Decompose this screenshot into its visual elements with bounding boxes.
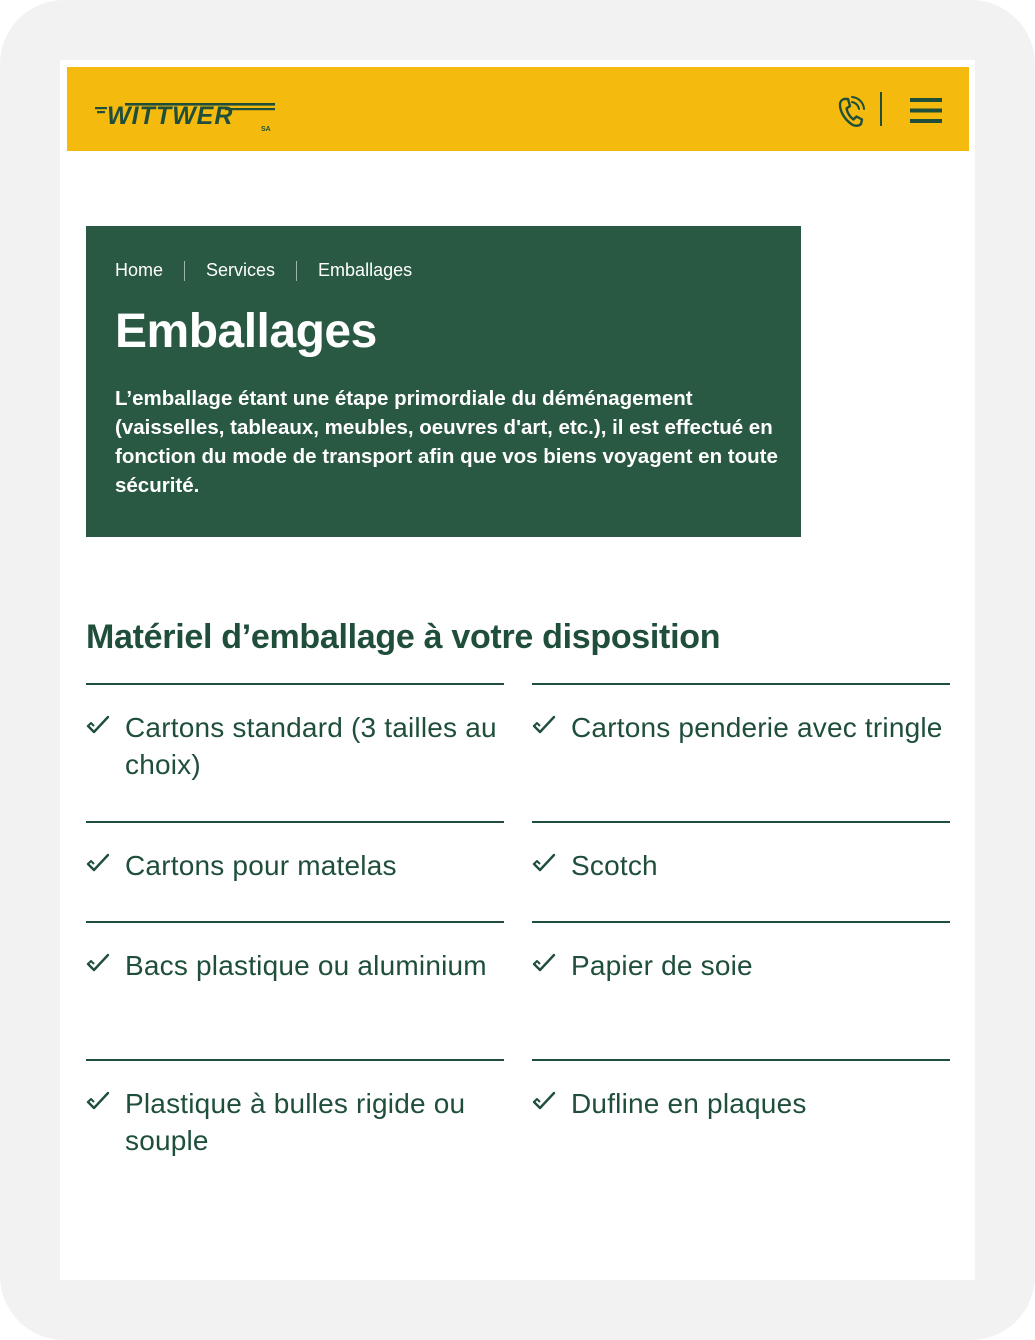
materials-heading: Matériel d’emballage à votre disposition — [86, 618, 721, 656]
checkmark-icon — [86, 851, 110, 875]
phone-button[interactable] — [835, 95, 865, 129]
page-intro: L’emballage étant une étape primordiale du déménagement (vaisselles, tableaux, meubles, oeuvres d'art, etc.), il est effectué en fonction du mode de transport afin que vos biens voyagent en toute sécurité. — [115, 387, 778, 497]
phone-icon — [835, 95, 865, 129]
list-item — [532, 683, 950, 821]
list-item-label: Cartons pour matelas — [125, 850, 397, 881]
screen — [60, 60, 975, 1280]
logo-wordmark: WITTWER — [107, 102, 234, 130]
hamburger-menu-icon — [910, 97, 942, 125]
checkmark-icon — [532, 713, 556, 737]
list-item — [86, 921, 504, 1059]
list-item-label: Plastique à bulles rigide ou souple — [125, 1088, 466, 1156]
list-item — [86, 821, 504, 921]
list-item — [86, 1059, 504, 1197]
hero-banner — [86, 226, 801, 537]
list-item-label: Cartons penderie avec tringle — [571, 712, 943, 743]
breadcrumb-services-link[interactable]: Services — [206, 260, 276, 280]
header-divider — [880, 92, 882, 126]
breadcrumb-current: Emballages — [318, 260, 413, 280]
list-item — [532, 1059, 950, 1197]
checkmark-icon — [532, 951, 556, 975]
checkmark-icon — [86, 1089, 110, 1113]
list-item-label: Bacs plastique ou aluminium — [125, 950, 487, 981]
list-item — [86, 683, 504, 821]
checkmark-icon — [86, 951, 110, 975]
top-bar — [67, 67, 969, 151]
wittwer-logo[interactable] — [95, 97, 285, 137]
logo-suffix: SA — [261, 126, 271, 133]
checkmark-icon — [532, 1089, 556, 1113]
list-item-label: Cartons standard (3 tailles au choix) — [125, 712, 497, 780]
menu-button[interactable] — [910, 97, 942, 125]
breadcrumb-home-link[interactable]: Home — [115, 260, 164, 280]
checkmark-icon — [86, 713, 110, 737]
list-item-label: Papier de soie — [571, 950, 753, 981]
breadcrumb — [115, 260, 412, 281]
list-item — [532, 821, 950, 921]
list-item-label: Dufline en plaques — [571, 1088, 807, 1119]
breadcrumb-separator — [184, 261, 185, 281]
checkmark-icon — [532, 851, 556, 875]
breadcrumb-separator — [296, 261, 297, 281]
list-item — [532, 921, 950, 1059]
page-title: Emballages — [115, 305, 377, 358]
list-item-label: Scotch — [571, 850, 658, 881]
